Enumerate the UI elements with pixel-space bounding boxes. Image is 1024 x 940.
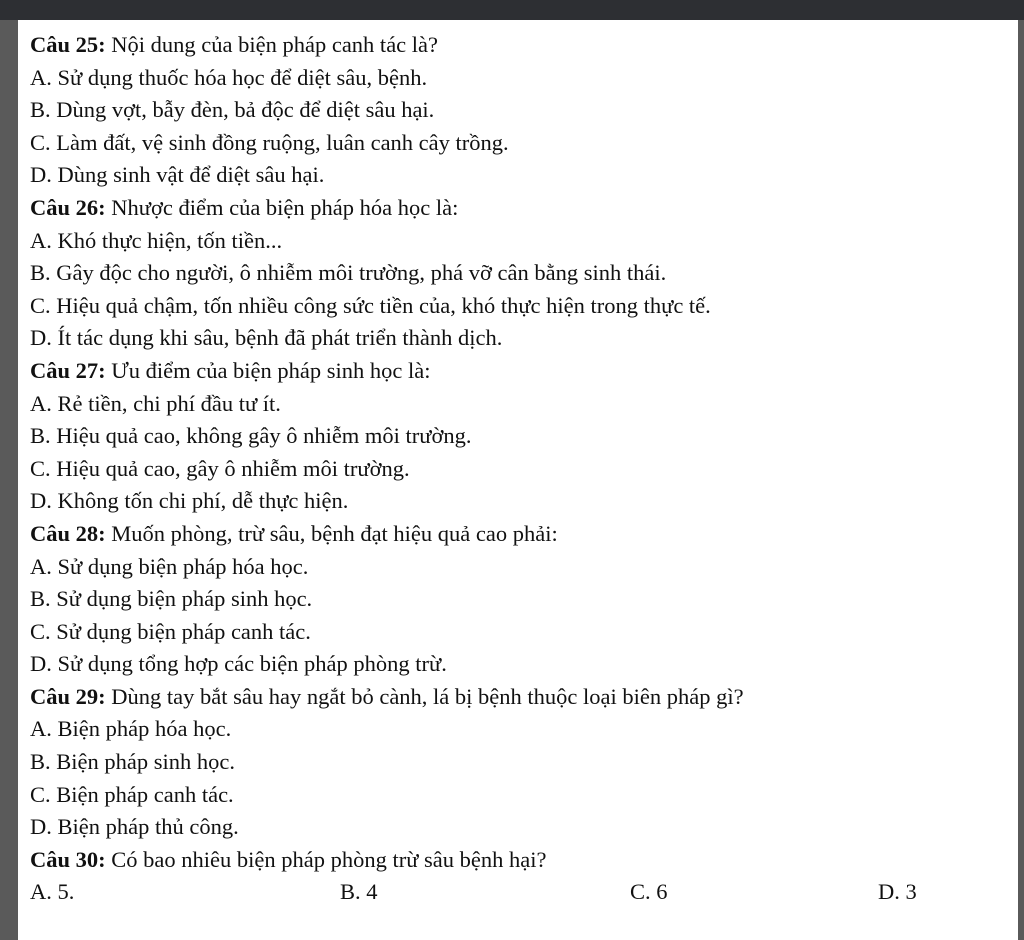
question-text: Có bao nhiêu biện pháp phòng trừ sâu bệnh hại? bbox=[105, 846, 547, 872]
question-label: Câu 30: bbox=[30, 846, 106, 872]
option-c: C. Sử dụng biện pháp canh tác. bbox=[30, 618, 311, 644]
question-30 bbox=[30, 844, 1008, 877]
question-text: Dùng tay bắt sâu hay ngắt bỏ cành, lá bị bệnh thuộc loại biên pháp gì? bbox=[105, 683, 744, 709]
question-text: Ưu điểm của biện pháp sinh học là: bbox=[105, 357, 431, 383]
option-a: A. Sử dụng thuốc hóa học để diệt sâu, bệnh. bbox=[30, 64, 428, 90]
option-c: C. Làm đất, vệ sinh đồng ruộng, luân canh cây trồng. bbox=[30, 129, 509, 155]
question-25 bbox=[30, 29, 1008, 62]
question-label: Câu 27: bbox=[30, 357, 106, 383]
option-d: D. Không tốn chi phí, dễ thực hiện. bbox=[30, 488, 349, 514]
question-text: Nội dung của biện pháp canh tác là? bbox=[105, 32, 439, 57]
option-b: B. 4 bbox=[340, 879, 378, 905]
option-b: B. Gây độc cho người, ô nhiễm môi trường, phá vỡ cân bằng sinh thái. bbox=[30, 260, 667, 286]
option-c: C. Hiệu quả cao, gây ô nhiễm môi trường. bbox=[30, 455, 410, 481]
question-text: Nhược điểm của biện pháp hóa học là: bbox=[105, 194, 459, 220]
option-c: C. 6 bbox=[630, 879, 668, 905]
viewer-top-bar bbox=[0, 0, 1024, 20]
option-d: D. Dùng sinh vật để diệt sâu hại. bbox=[30, 162, 325, 188]
option-d: D. Ít tác dụng khi sâu, bệnh đã phát triển thành dịch. bbox=[30, 325, 503, 351]
question-27 bbox=[30, 355, 1008, 388]
question-list bbox=[30, 29, 1008, 909]
question-label: Câu 28: bbox=[30, 520, 106, 546]
question-label: Câu 25: bbox=[30, 32, 106, 57]
option-d: D. Sử dụng tổng hợp các biện pháp phòng trừ. bbox=[30, 651, 447, 677]
option-a: A. Biện pháp hóa học. bbox=[30, 716, 232, 742]
question-text: Muốn phòng, trừ sâu, bệnh đạt hiệu quả cao phải: bbox=[105, 520, 558, 546]
option-a: A. Khó thực hiện, tốn tiền... bbox=[30, 227, 283, 253]
option-a: A. 5. bbox=[30, 879, 75, 905]
question-29 bbox=[30, 681, 1008, 714]
option-d: D. Biện pháp thủ công. bbox=[30, 814, 239, 840]
question-28 bbox=[30, 518, 1008, 551]
option-b: B. Biện pháp sinh học. bbox=[30, 749, 235, 775]
option-b: B. Hiệu quả cao, không gây ô nhiễm môi trường. bbox=[30, 423, 472, 449]
option-b: B. Dùng vợt, bẫy đèn, bả độc để diệt sâu hại. bbox=[30, 97, 435, 123]
option-c: C. Hiệu quả chậm, tốn nhiều công sức tiền của, khó thực hiện trong thực tế. bbox=[30, 292, 711, 318]
question-label: Câu 26: bbox=[30, 194, 106, 220]
option-c: C. Biện pháp canh tác. bbox=[30, 781, 234, 807]
option-row bbox=[30, 876, 1008, 909]
option-a: A. Sử dụng biện pháp hóa học. bbox=[30, 553, 309, 579]
question-26 bbox=[30, 192, 1008, 225]
option-b: B. Sử dụng biện pháp sinh học. bbox=[30, 586, 313, 612]
option-a: A. Rẻ tiền, chi phí đầu tư ít. bbox=[30, 390, 281, 416]
option-d: D. 3 bbox=[878, 879, 917, 905]
question-label: Câu 29: bbox=[30, 683, 106, 709]
document-page bbox=[18, 20, 1018, 940]
